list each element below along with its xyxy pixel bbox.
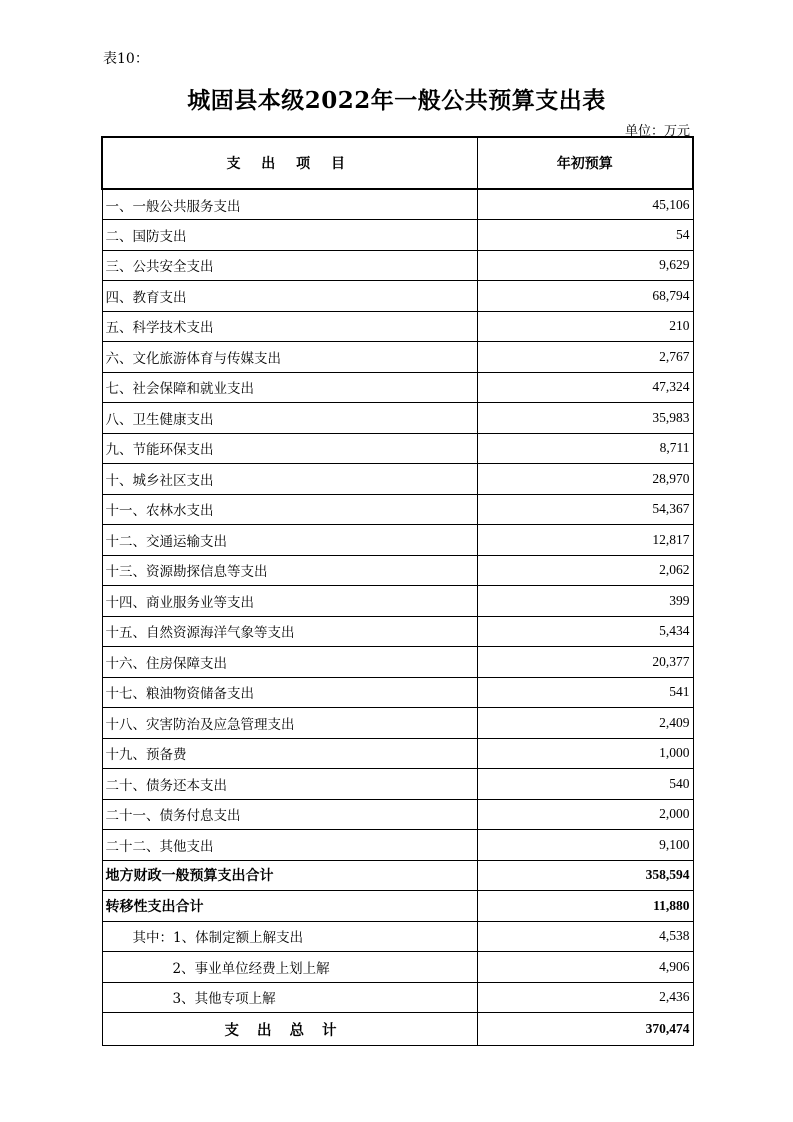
row-name: 十九、预备费 <box>102 738 477 769</box>
row-value: 2,409 <box>477 708 693 739</box>
local-total-value: 358,594 <box>477 860 693 891</box>
transfer-item-name: 3、其他专项上解 <box>102 982 477 1013</box>
column-header-item: 支 出 项 目 <box>102 137 477 189</box>
header-row <box>102 137 693 189</box>
transfer-item-value: 4,538 <box>477 921 693 952</box>
row-name: 十二、交通运输支出 <box>102 525 477 556</box>
row-name: 二、国防支出 <box>102 220 477 251</box>
row-name: 十六、住房保障支出 <box>102 647 477 678</box>
row-name: 一、一般公共服务支出 <box>102 189 477 220</box>
row-name: 十、城乡社区支出 <box>102 464 477 495</box>
table-header <box>102 137 693 189</box>
row-name: 十八、灾害防治及应急管理支出 <box>102 708 477 739</box>
row-value: 54,367 <box>477 494 693 525</box>
row-value: 68,794 <box>477 281 693 312</box>
transfer-item-name: 其中：1、体制定额上解支出 <box>102 921 477 952</box>
table-body <box>102 189 693 1046</box>
row-name: 十四、商业服务业等支出 <box>102 586 477 617</box>
table-row <box>102 525 693 556</box>
table-row <box>102 769 693 800</box>
table-row <box>102 250 693 281</box>
row-name: 四、教育支出 <box>102 281 477 312</box>
table-row <box>102 433 693 464</box>
transfer-item-row <box>102 921 693 952</box>
row-name: 二十、债务还本支出 <box>102 769 477 800</box>
row-name: 九、节能环保支出 <box>102 433 477 464</box>
table-row <box>102 738 693 769</box>
table-row <box>102 311 693 342</box>
table-row <box>102 281 693 312</box>
row-name: 七、社会保障和就业支出 <box>102 372 477 403</box>
table-row <box>102 555 693 586</box>
grand-total-value: 370,474 <box>477 1013 693 1046</box>
row-name: 十一、农林水支出 <box>102 494 477 525</box>
row-value: 35,983 <box>477 403 693 434</box>
row-name: 八、卫生健康支出 <box>102 403 477 434</box>
table-row <box>102 616 693 647</box>
row-name: 二十二、其他支出 <box>102 830 477 861</box>
table-row <box>102 799 693 830</box>
row-name: 十五、自然资源海洋气象等支出 <box>102 616 477 647</box>
row-name: 二十一、债务付息支出 <box>102 799 477 830</box>
row-value: 540 <box>477 769 693 800</box>
table-row <box>102 708 693 739</box>
row-value: 8,711 <box>477 433 693 464</box>
table-row <box>102 586 693 617</box>
grand-total-row <box>102 1013 693 1046</box>
row-value: 5,434 <box>477 616 693 647</box>
local-total-label: 地方财政一般预算支出合计 <box>102 860 477 891</box>
transfer-item-value: 4,906 <box>477 952 693 983</box>
table-row <box>102 342 693 373</box>
table-row <box>102 372 693 403</box>
row-value: 2,000 <box>477 799 693 830</box>
page-title: 城固县本级2022年一般公共预算支出表 <box>187 87 606 114</box>
transfer-item-row <box>102 952 693 983</box>
row-value: 47,324 <box>477 372 693 403</box>
table-row <box>102 494 693 525</box>
row-value: 399 <box>477 586 693 617</box>
transfer-total-row <box>102 891 693 922</box>
table-row <box>102 220 693 251</box>
row-value: 2,062 <box>477 555 693 586</box>
row-value: 9,629 <box>477 250 693 281</box>
row-name: 三、公共安全支出 <box>102 250 477 281</box>
grand-total-label: 支出总计 <box>102 1013 477 1046</box>
table-row <box>102 464 693 495</box>
column-header-budget: 年初预算 <box>477 137 693 189</box>
row-value: 1,000 <box>477 738 693 769</box>
table-number-label: 表10： <box>103 51 149 67</box>
transfer-total-value: 11,880 <box>477 891 693 922</box>
row-value: 20,377 <box>477 647 693 678</box>
row-value: 9,100 <box>477 830 693 861</box>
row-value: 45,106 <box>477 189 693 220</box>
table-row <box>102 189 693 220</box>
unit-label: 单位：万元 <box>624 124 690 139</box>
transfer-item-value: 2,436 <box>477 982 693 1013</box>
table-row <box>102 677 693 708</box>
row-name: 五、科学技术支出 <box>102 311 477 342</box>
row-name: 十三、资源勘探信息等支出 <box>102 555 477 586</box>
table-row <box>102 403 693 434</box>
row-value: 210 <box>477 311 693 342</box>
transfer-item-row <box>102 982 693 1013</box>
transfer-total-label: 转移性支出合计 <box>102 891 477 922</box>
row-name: 六、文化旅游体育与传媒支出 <box>102 342 477 373</box>
table-row <box>102 647 693 678</box>
row-name: 十七、粮油物资储备支出 <box>102 677 477 708</box>
row-value: 28,970 <box>477 464 693 495</box>
row-value: 12,817 <box>477 525 693 556</box>
transfer-item-name: 2、事业单位经费上划上解 <box>102 952 477 983</box>
local-total-row <box>102 860 693 891</box>
row-value: 541 <box>477 677 693 708</box>
table-row <box>102 830 693 861</box>
row-value: 54 <box>477 220 693 251</box>
row-value: 2,767 <box>477 342 693 373</box>
budget-table <box>101 136 694 1046</box>
